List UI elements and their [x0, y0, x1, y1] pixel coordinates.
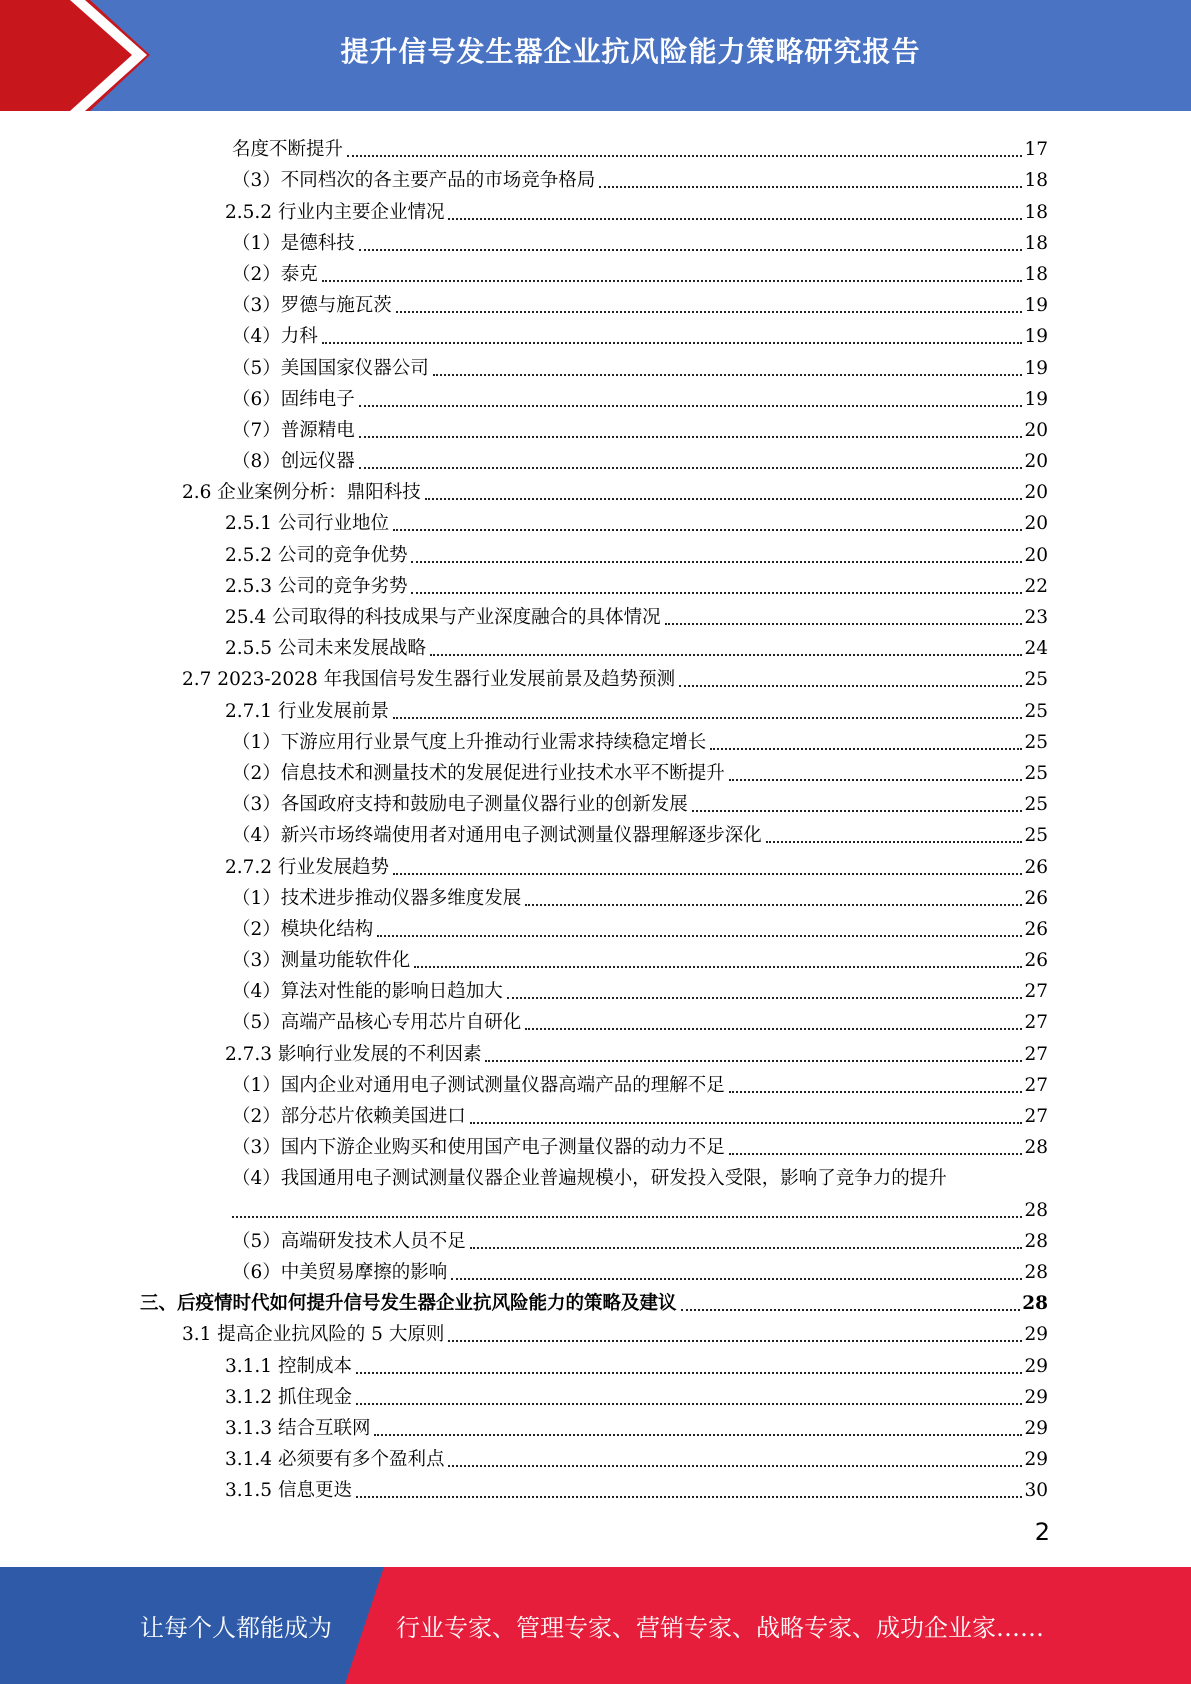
toc-entry-page: 19 [1024, 357, 1048, 379]
header-chevron-icon [0, 0, 160, 111]
toc-entry-label: 2.5.2 公司的竞争优势 [225, 544, 408, 566]
toc-entry[interactable] [140, 1222, 1048, 1253]
toc-entry-label: 2.7.1 行业发展前景 [225, 700, 389, 722]
toc-entry-page: 27 [1024, 1043, 1048, 1065]
toc-entry-label: 三、后疫情时代如何提升信号发生器企业抗风险能力的策略及建议 [140, 1293, 677, 1315]
toc-entry[interactable] [140, 1128, 1048, 1159]
toc-entry-page: 25 [1024, 762, 1048, 784]
toc-entry[interactable] [140, 380, 1048, 411]
footer-slogan-left: 让每个人都能成为 [140, 1614, 332, 1642]
toc-leader-dots [729, 1149, 1023, 1155]
toc-entry[interactable] [140, 910, 1048, 941]
toc-entry-label: 2.5.5 公司未来发展战略 [225, 638, 426, 660]
toc-entry-page: 29 [1024, 1417, 1048, 1439]
toc-entry-label: 25.4 公司取得的科技成果与产业深度融合的具体情况 [225, 607, 661, 628]
toc-entry-label: （2）模块化结构 [232, 918, 374, 940]
toc-entry-page: 22 [1024, 575, 1048, 597]
toc-entry[interactable] [140, 442, 1048, 473]
toc-leader-dots [411, 557, 1022, 563]
toc-leader-dots [393, 713, 1022, 719]
toc-entry[interactable] [140, 1471, 1048, 1502]
toc-entry[interactable] [140, 567, 1048, 598]
toc-entry-label: 3.1.5 信息更迭 [225, 1480, 352, 1502]
toc-entry-page: 28 [1024, 1261, 1048, 1283]
toc-entry-label: 名度不断提升 [232, 139, 344, 161]
toc-entry[interactable] [140, 1159, 1048, 1190]
toc-entry[interactable] [140, 224, 1048, 255]
toc-entry[interactable] [140, 1034, 1048, 1065]
toc-entry[interactable] [140, 1066, 1048, 1097]
toc-entry[interactable] [140, 1190, 1048, 1221]
toc-entry-label: （4）新兴市场终端使用者对通用电子测试测量仪器理解逐步深化 [232, 825, 762, 847]
toc-entry-label: 3.1.1 控制成本 [225, 1355, 352, 1377]
toc-entry[interactable] [140, 691, 1048, 722]
toc-entry[interactable] [140, 192, 1048, 223]
toc-entry-label: 2.7 2023-2028 年我国信号发生器行业发展前景及趋势预测 [182, 669, 676, 691]
toc-entry-label: （4）算法对性能的影响日趋加大 [232, 981, 503, 1003]
toc-entry-label: （6）固纬电子 [232, 388, 355, 410]
toc-entry[interactable] [140, 161, 1048, 192]
toc-entry-label: （1）技术进步推动仪器多维度发展 [232, 887, 522, 909]
toc-leader-dots [396, 307, 1023, 313]
toc-leader-dots [322, 276, 1023, 282]
toc-entry-page: 20 [1024, 544, 1048, 566]
toc-leader-dots [433, 370, 1023, 376]
toc-entry-label: （4）我国通用电子测试测量仪器企业普遍规模小，研发投入受限，影响了竞争力的提升 [232, 1168, 947, 1190]
toc-entry[interactable] [140, 847, 1048, 878]
toc-leader-dots [232, 1212, 1022, 1218]
toc-entry-label: 3.1.4 必须要有多个盈利点 [225, 1449, 445, 1471]
toc-entry-page: 19 [1024, 295, 1048, 317]
toc-entry[interactable] [140, 1253, 1048, 1284]
toc-entry[interactable] [140, 972, 1048, 1003]
toc-leader-dots [679, 681, 1022, 687]
toc-entry-page: 23 [1024, 607, 1048, 628]
toc-entry[interactable] [140, 255, 1048, 286]
page-number: 2 [1034, 1518, 1050, 1546]
toc-entry-label: （1）国内企业对通用电子测试测量仪器高端产品的理解不足 [232, 1074, 725, 1096]
toc-leader-dots [525, 900, 1022, 906]
toc-entry-page: 30 [1024, 1480, 1048, 1502]
toc-leader-dots [451, 1274, 1022, 1280]
toc-entry[interactable] [140, 816, 1048, 847]
toc-entry-label: （3）不同档次的各主要产品的市场竞争格局 [232, 170, 596, 192]
toc-entry[interactable] [140, 473, 1048, 504]
toc-leader-dots [322, 338, 1023, 344]
toc-entry[interactable] [140, 1284, 1048, 1315]
toc-entry-label: 2.5.2 行业内主要企业情况 [225, 201, 445, 223]
toc-entry-label: （5）高端产品核心专用芯片自研化 [232, 1012, 522, 1034]
toc-leader-dots [710, 744, 1022, 750]
toc-entry-label: 3.1.2 抓住现金 [225, 1386, 352, 1408]
toc-entry-label: 2.6 企业案例分析：鼎阳科技 [182, 482, 421, 504]
page-footer [0, 1567, 1191, 1684]
toc-leader-dots [430, 650, 1022, 656]
toc-entry[interactable] [140, 723, 1048, 754]
toc-entry-page: 26 [1024, 887, 1048, 909]
toc-entry-label: （6）中美贸易摩擦的影响 [232, 1261, 448, 1283]
toc-leader-dots [359, 463, 1023, 469]
table-of-contents [140, 130, 1048, 1502]
toc-entry-page: 28 [1024, 1199, 1048, 1221]
toc-entry-page: 18 [1024, 170, 1048, 192]
toc-entry[interactable] [140, 348, 1048, 379]
toc-leader-dots [766, 837, 1023, 843]
toc-entry[interactable] [140, 785, 1048, 816]
toc-leader-dots [485, 1056, 1022, 1062]
toc-leader-dots [681, 1305, 1021, 1311]
toc-leader-dots [425, 494, 1023, 500]
toc-entry-label: （1）下游应用行业景气度上升推动行业需求持续稳定增长 [232, 731, 707, 753]
toc-leader-dots [356, 1492, 1023, 1498]
toc-entry-page: 26 [1024, 918, 1048, 940]
toc-entry-page: 29 [1024, 1386, 1048, 1408]
toc-leader-dots [665, 619, 1023, 625]
toc-entry[interactable] [140, 941, 1048, 972]
toc-entry[interactable] [140, 879, 1048, 910]
toc-leader-dots [729, 775, 1023, 781]
toc-entry[interactable] [140, 504, 1048, 535]
toc-entry[interactable] [140, 286, 1048, 317]
toc-entry-page: 25 [1024, 825, 1048, 847]
toc-entry-label: （3）各国政府支持和鼓励电子测量仪器行业的创新发展 [232, 794, 688, 816]
toc-entry-page: 25 [1024, 731, 1048, 753]
toc-entry-label: （2）部分芯片依赖美国进口 [232, 1106, 466, 1127]
toc-entry-page: 20 [1024, 482, 1048, 504]
toc-entry-page: 18 [1024, 263, 1048, 285]
toc-entry-page: 18 [1024, 232, 1048, 254]
toc-entry-page: 29 [1024, 1324, 1048, 1346]
toc-entry-label: （3）罗德与施瓦茨 [232, 295, 392, 317]
toc-entry-label: （5）高端研发技术人员不足 [232, 1230, 466, 1252]
toc-leader-dots [356, 1368, 1023, 1374]
toc-entry-page: 27 [1024, 981, 1048, 1003]
toc-entry-page: 25 [1024, 794, 1048, 816]
toc-leader-dots [356, 1399, 1023, 1405]
toc-entry-label: （2）泰克 [232, 263, 318, 285]
toc-entry-page: 27 [1024, 1012, 1048, 1034]
toc-entry-label: （4）力科 [232, 326, 318, 348]
toc-leader-dots [347, 151, 1022, 157]
toc-leader-dots [729, 1087, 1023, 1093]
toc-entry-page: 28 [1024, 1137, 1048, 1159]
toc-entry-page: 17 [1024, 139, 1048, 161]
report-title: 提升信号发生器企业抗风险能力策略研究报告 [340, 35, 921, 68]
toc-entry[interactable] [140, 1315, 1048, 1346]
toc-entry-page: 25 [1024, 700, 1048, 722]
toc-leader-dots [525, 1024, 1022, 1030]
toc-entry-page: 28 [1022, 1293, 1048, 1315]
toc-leader-dots [448, 1461, 1022, 1467]
toc-leader-dots [377, 931, 1022, 937]
toc-entry-label: 3.1 提高企业抗风险的 5 大原则 [182, 1324, 445, 1346]
toc-leader-dots [448, 214, 1022, 220]
toc-leader-dots [599, 182, 1022, 188]
toc-entry-page: 27 [1024, 1074, 1048, 1096]
toc-entry-page: 24 [1024, 638, 1048, 660]
toc-entry-label: 2.7.2 行业发展趋势 [225, 856, 389, 878]
toc-leader-dots [507, 993, 1023, 999]
toc-leader-dots [411, 588, 1022, 594]
toc-entry[interactable] [140, 1440, 1048, 1471]
toc-leader-dots [359, 245, 1023, 251]
toc-leader-dots [692, 806, 1023, 812]
toc-entry-label: 2.5.3 公司的竞争劣势 [225, 575, 408, 597]
toc-entry-label: （7）普源精电 [232, 419, 355, 441]
toc-entry-label: （8）创远仪器 [232, 451, 355, 473]
toc-entry-page: 26 [1024, 950, 1048, 972]
toc-entry[interactable] [140, 1346, 1048, 1377]
toc-entry-page: 19 [1024, 388, 1048, 410]
toc-entry-page: 27 [1024, 1106, 1048, 1127]
toc-entry[interactable] [140, 660, 1048, 691]
toc-leader-dots [414, 962, 1022, 968]
toc-leader-dots [393, 869, 1022, 875]
toc-leader-dots [374, 1430, 1022, 1436]
page-header [0, 0, 1191, 111]
toc-leader-dots [393, 525, 1022, 531]
toc-entry-page: 29 [1024, 1355, 1048, 1377]
toc-entry[interactable] [140, 411, 1048, 442]
toc-entry-label: 2.5.1 公司行业地位 [225, 513, 389, 535]
toc-leader-dots [470, 1118, 1023, 1124]
toc-entry-label: （1）是德科技 [232, 232, 355, 254]
footer-slogan-right: 行业专家、管理专家、营销专家、战略专家、成功企业家…… [396, 1614, 1044, 1642]
toc-entry-page: 18 [1024, 201, 1048, 223]
toc-entry-label: （5）美国国家仪器公司 [232, 357, 429, 379]
toc-entry[interactable] [140, 754, 1048, 785]
toc-leader-dots [359, 432, 1023, 438]
toc-entry-page: 28 [1024, 1230, 1048, 1252]
toc-leader-dots [448, 1336, 1022, 1342]
toc-entry-page: 20 [1024, 451, 1048, 473]
toc-entry-label: 3.1.3 结合互联网 [225, 1417, 371, 1439]
toc-entry[interactable] [140, 317, 1048, 348]
toc-entry[interactable] [140, 535, 1048, 566]
toc-entry[interactable] [140, 130, 1048, 161]
toc-entry[interactable] [140, 1378, 1048, 1409]
toc-entry-label: （3）测量功能软件化 [232, 950, 411, 972]
toc-entry-label: 2.7.3 影响行业发展的不利因素 [225, 1043, 482, 1065]
toc-entry[interactable] [140, 1003, 1048, 1034]
toc-entry-page: 19 [1024, 326, 1048, 348]
toc-entry-label: （3）国内下游企业购买和使用国产电子测量仪器的动力不足 [232, 1137, 725, 1159]
toc-entry-page: 26 [1024, 856, 1048, 878]
toc-leader-dots [359, 401, 1023, 407]
toc-entry-page: 20 [1024, 513, 1048, 535]
toc-entry[interactable] [140, 598, 1048, 629]
toc-entry[interactable] [140, 1097, 1048, 1128]
toc-entry[interactable] [140, 629, 1048, 660]
toc-entry-page: 29 [1024, 1449, 1048, 1471]
toc-entry-page: 25 [1024, 669, 1048, 691]
toc-entry-label: （2）信息技术和测量技术的发展促进行业技术水平不断提升 [232, 762, 725, 784]
toc-entry-page: 20 [1024, 419, 1048, 441]
toc-entry[interactable] [140, 1409, 1048, 1440]
toc-leader-dots [470, 1243, 1023, 1249]
